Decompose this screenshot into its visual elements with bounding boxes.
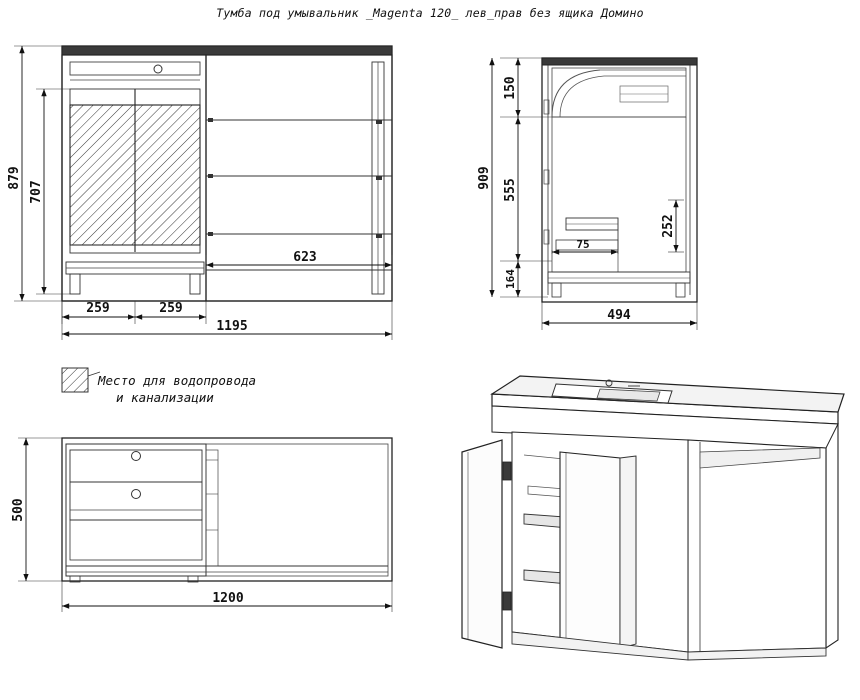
dim-front-door-right: 259	[159, 301, 183, 316]
dim-front-door-left: 259	[86, 301, 110, 316]
dim-side-depth-small: 75	[576, 238, 590, 251]
dim-plan-width: 1200	[212, 591, 244, 606]
front-elevation-view	[7, 46, 392, 340]
dim-front-height-overall: 879	[7, 166, 22, 190]
dim-plan-depth: 500	[11, 498, 26, 522]
dim-side-height-overall: 909	[477, 166, 492, 190]
dim-front-right-section: 623	[293, 250, 317, 265]
legend-swatch	[62, 368, 100, 392]
top-plan-view	[11, 438, 392, 612]
isometric-view	[462, 376, 844, 660]
legend-text-line1: Место для водопровода	[98, 373, 257, 388]
page-title: Тумба под умывальник _Magenta 120_ лев_прав без ящика Домино	[216, 6, 644, 20]
dim-side-depth-total: 494	[607, 308, 631, 323]
dim-side-height-bottom: 164	[504, 269, 517, 289]
dim-side-niche-height: 252	[661, 214, 676, 238]
dim-front-width-total: 1195	[216, 319, 248, 334]
dim-side-height-middle: 555	[503, 178, 518, 202]
dim-side-height-top: 150	[503, 76, 518, 100]
side-elevation-view	[477, 58, 697, 330]
dim-front-height-inner: 707	[29, 180, 44, 204]
legend-text-line2: и канализации	[116, 390, 214, 405]
